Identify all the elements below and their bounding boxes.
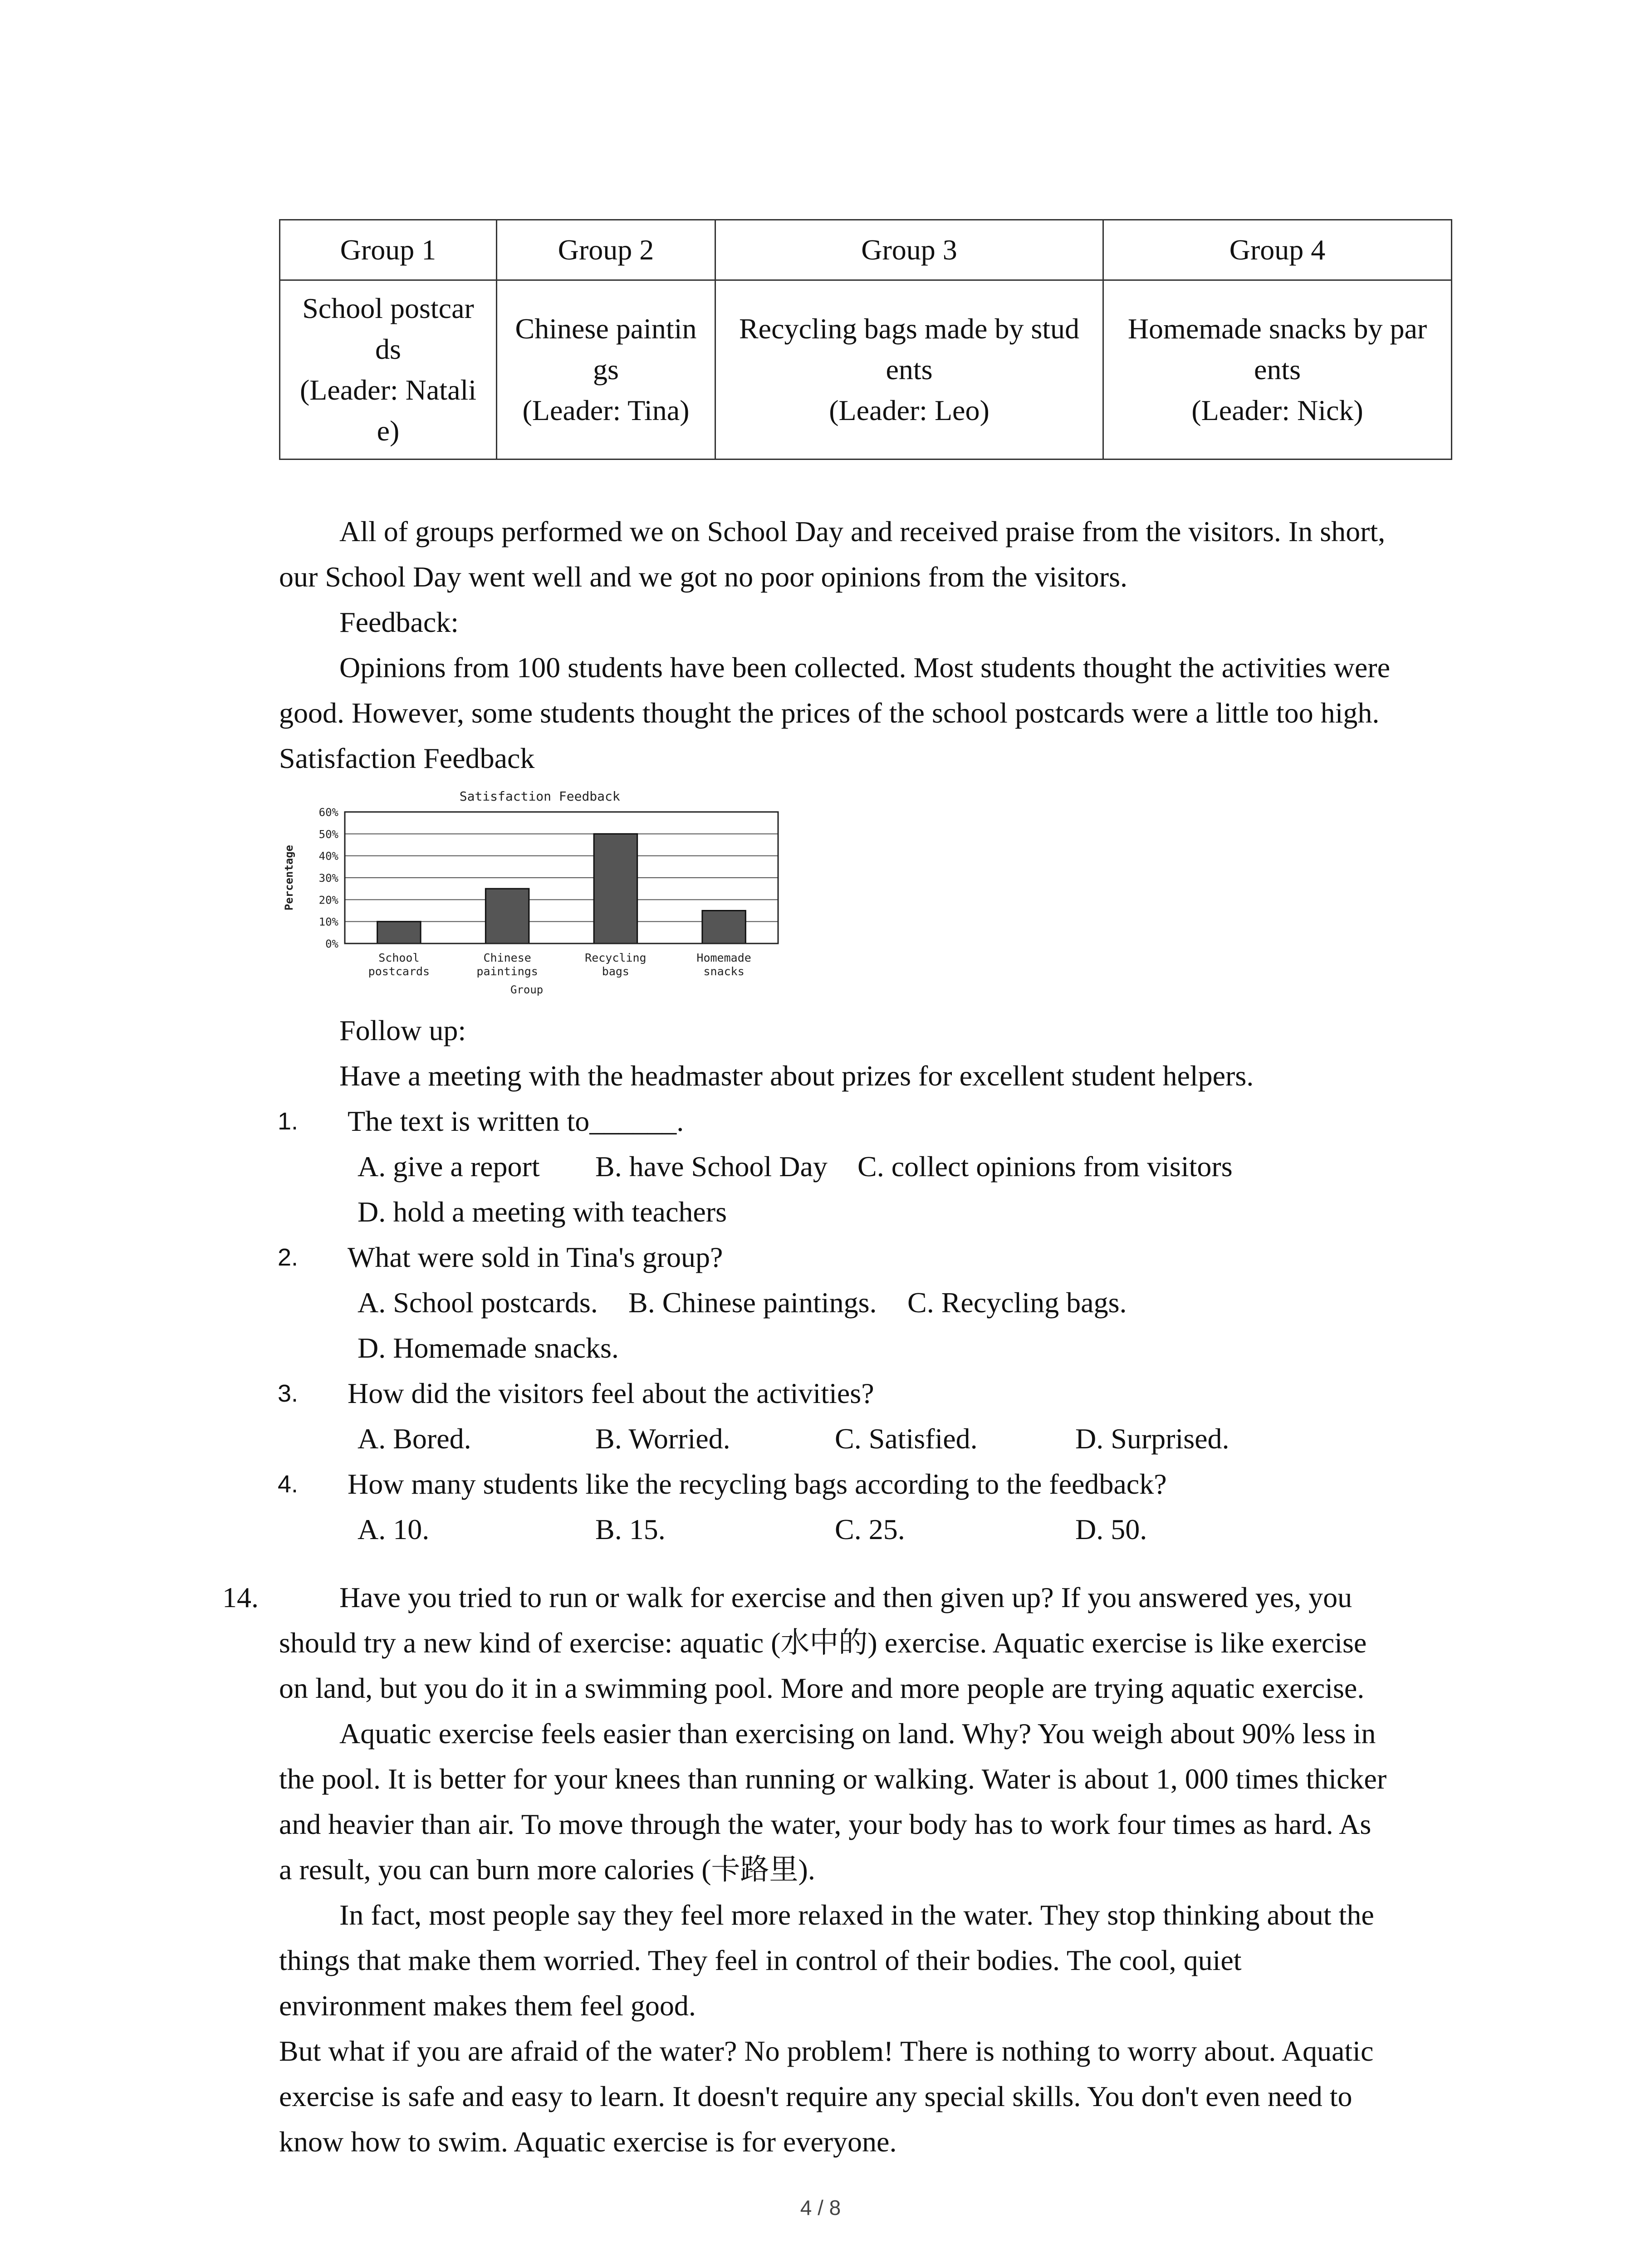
x-tick-label: Recycling <box>585 951 647 964</box>
question-number: 4. <box>278 1471 299 1498</box>
x-tick-label: paintings <box>476 965 538 978</box>
report-paragraph-2-line-1: Opinions from 100 students have been collected. Most students thought the activities were <box>339 651 1390 684</box>
option-b[interactable]: B. Worried. <box>595 1422 730 1455</box>
report-paragraph-2-line-2: good. However, some students thought the prices of the school postcards were a little too high. <box>279 697 1380 729</box>
header-group-4: Group 4 <box>1103 220 1452 280</box>
table-row <box>280 280 1452 459</box>
cell-line: Recycling bags made by stud <box>739 313 1080 345</box>
question-text: How did the visitors feel about the activities? <box>348 1377 874 1409</box>
passage-line: on land, but you do it in a swimming pool. More and more people are trying aquatic exercise. <box>279 1672 1365 1704</box>
passage-line: Have you tried to run or walk for exercise and then given up? If you answered yes, you <box>339 1581 1352 1613</box>
y-axis-label: Percentage <box>283 845 295 911</box>
feedback-label: Feedback: <box>339 606 459 638</box>
option-c[interactable]: C. Satisfied. <box>835 1422 978 1455</box>
option-a[interactable]: A. 10. <box>358 1513 430 1545</box>
question-number: 2. <box>278 1244 299 1271</box>
y-tick-label: 60% <box>318 806 338 819</box>
header-group-1: Group 1 <box>280 220 497 280</box>
x-tick-label: snacks <box>703 965 745 978</box>
y-tick-label: 20% <box>318 894 338 907</box>
cell-line: (Leader: Nick) <box>1191 394 1363 426</box>
cell-group-2 <box>497 280 715 459</box>
header-group-2: Group 2 <box>497 220 715 280</box>
option-c[interactable]: C. collect opinions from visitors <box>857 1150 1233 1183</box>
bar <box>485 889 529 943</box>
cell-line: ds <box>375 333 401 365</box>
y-tick-label: 30% <box>318 872 338 885</box>
report-paragraph-1-line-2: our School Day went well and we got no poor opinions from the visitors. <box>279 561 1127 593</box>
chart-title: Satisfaction Feedback <box>459 789 620 804</box>
option-d[interactable]: D. 50. <box>1075 1513 1147 1545</box>
followup-text: Have a meeting with the headmaster about prizes for excellent student helpers. <box>339 1060 1254 1092</box>
x-tick-label: Homemade <box>696 951 751 964</box>
option-a[interactable]: A. give a report <box>358 1150 540 1183</box>
x-tick-label: postcards <box>368 965 430 978</box>
x-tick-label: Chinese <box>483 951 531 964</box>
passage-line: But what if you are afraid of the water? No problem! There is nothing to worry about. Aquatic <box>279 2035 1374 2067</box>
satisfaction-bar-chart <box>272 776 798 1012</box>
report-paragraph-1-line-1: All of groups performed we on School Day and received praise from the visitors. In short, <box>339 515 1386 547</box>
question-text: What were sold in Tina's group? <box>348 1241 723 1273</box>
passage-line: should try a new kind of exercise: aquatic (水中的) exercise. Aquatic exercise is like exercise <box>279 1627 1367 1659</box>
x-tick-label: bags <box>602 965 629 978</box>
option-a[interactable]: A. School postcards. <box>358 1286 598 1319</box>
bar <box>702 911 746 944</box>
cell-line: ents <box>886 353 933 386</box>
passage-line: know how to swim. Aquatic exercise is for everyone. <box>279 2126 897 2158</box>
passage-number: 14. <box>222 1581 259 1613</box>
x-tick-label: School <box>378 951 420 964</box>
x-axis-label: Group <box>510 983 544 996</box>
passage-line: In fact, most people say they feel more relaxed in the water. They stop thinking about the <box>339 1899 1374 1931</box>
option-d[interactable]: D. Surprised. <box>1075 1422 1230 1455</box>
cell-group-1 <box>280 280 497 459</box>
cell-line: (Leader: Natali <box>299 374 477 406</box>
followup-label: Follow up: <box>339 1014 466 1046</box>
option-d[interactable]: D. hold a meeting with teachers <box>358 1196 727 1228</box>
passage-line: Aquatic exercise feels easier than exercising on land. Why? You weigh about 90% less in <box>339 1717 1376 1750</box>
cell-group-3 <box>715 280 1103 459</box>
cell-line: Homemade snacks by par <box>1127 313 1427 345</box>
passage-line: a result, you can burn more calories (卡路里). <box>279 1853 815 1886</box>
question-number: 3. <box>278 1380 299 1407</box>
cell-line: gs <box>593 353 619 386</box>
bar <box>377 922 421 943</box>
cell-line: Chinese paintin <box>515 313 697 345</box>
option-a[interactable]: A. Bored. <box>358 1422 471 1455</box>
option-b[interactable]: B. Chinese paintings. <box>628 1286 877 1319</box>
question-text: How many students like the recycling bags according to the feedback? <box>348 1468 1167 1500</box>
cell-line: ents <box>1254 353 1301 386</box>
y-tick-label: 10% <box>318 915 338 929</box>
header-group-3: Group 3 <box>715 220 1103 280</box>
option-b[interactable]: B. 15. <box>595 1513 666 1545</box>
passage-line: environment makes them feel good. <box>279 1989 696 2022</box>
option-b[interactable]: B. have School Day <box>595 1150 828 1183</box>
y-tick-label: 50% <box>318 828 338 841</box>
cell-line: School postcar <box>302 292 474 324</box>
y-tick-label: 40% <box>318 850 338 863</box>
option-d[interactable]: D. Homemade snacks. <box>358 1332 619 1364</box>
cell-line: (Leader: Leo) <box>829 394 989 426</box>
cell-line: (Leader: Tina) <box>522 394 690 426</box>
passage-line: things that make them worried. They feel in control of their bodies. The cool, quiet <box>279 1944 1242 1976</box>
question-number: 1. <box>278 1108 299 1135</box>
option-c[interactable]: C. 25. <box>835 1513 905 1545</box>
table-header-row <box>280 220 1452 280</box>
chart-caption: Satisfaction Feedback <box>279 742 535 774</box>
cell-line: e) <box>377 415 400 447</box>
page-number: 4 / 8 <box>800 2196 841 2219</box>
passage-line: exercise is safe and easy to learn. It doesn't require any special skills. You don't even need to <box>279 2080 1352 2112</box>
cell-group-4 <box>1103 280 1452 459</box>
y-tick-label: 0% <box>325 938 338 950</box>
passage-line: and heavier than air. To move through the water, your body has to work four times as hard. As <box>279 1808 1372 1840</box>
bar <box>594 834 637 943</box>
passage-line: the pool. It is better for your knees than running or walking. Water is about 1, 000 times thicker <box>279 1763 1387 1795</box>
question-text: The text is written to______. <box>348 1105 684 1137</box>
option-c[interactable]: C. Recycling bags. <box>907 1286 1127 1319</box>
groups-table <box>279 219 1452 460</box>
